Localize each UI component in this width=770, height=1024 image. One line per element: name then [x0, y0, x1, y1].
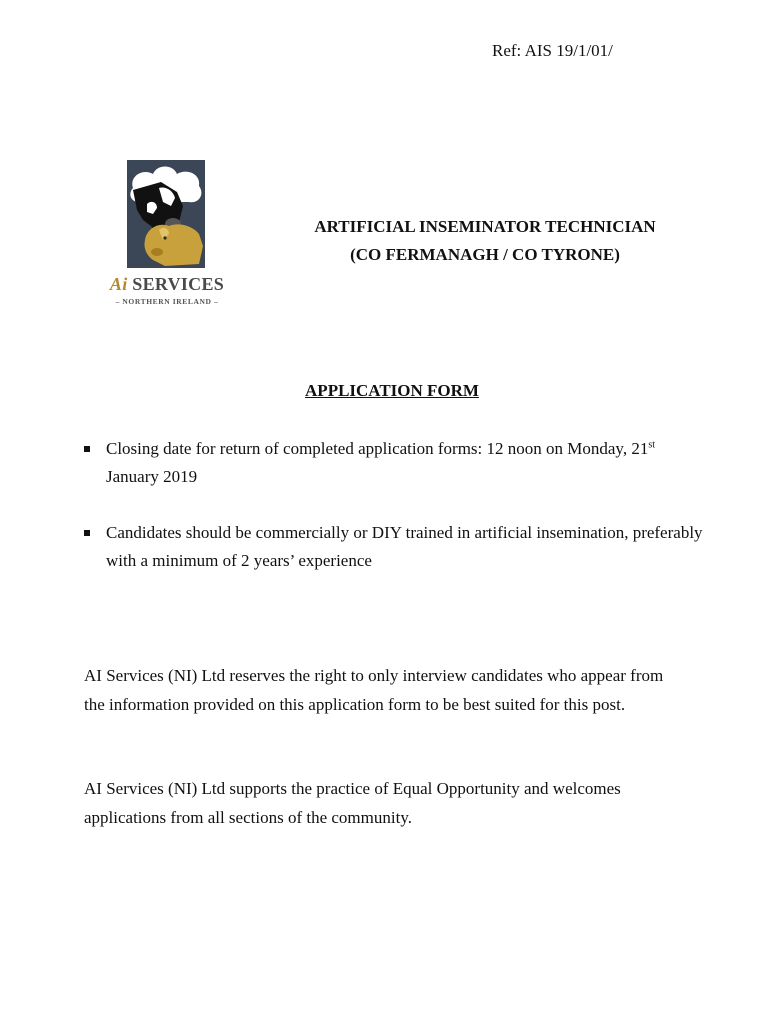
- list-item-training: [84, 519, 704, 575]
- interview-policy-paragraph: AI Services (NI) Ltd reserves the right to only interview candidates who appear from the information provided on this application form to be best suited for this post.: [84, 666, 664, 714]
- logo-wordmark-rest: SERVICES: [127, 274, 225, 294]
- training-requirement-text: Candidates should be commercially or DIY trained in artificial insemination, preferably with a minimum of 2 years’ experience: [106, 523, 703, 570]
- reference-number: Ref: AIS 19/1/01/: [492, 41, 613, 60]
- cattle-logo-icon: [103, 160, 231, 270]
- list-item-closing-date: [84, 435, 704, 491]
- logo-wordmark: [103, 274, 231, 295]
- equal-opportunity-paragraph: AI Services (NI) Ltd supports the practice of Equal Opportunity and welcomes applications from all sections of the community.: [84, 779, 621, 827]
- ordinal-suffix: st: [648, 439, 655, 451]
- requirements-list: [84, 435, 704, 603]
- form-heading: APPLICATION FORM: [305, 381, 479, 400]
- closing-date-text-end: January 2019: [106, 467, 198, 486]
- job-title-line-1: ARTIFICIAL INSEMINATOR TECHNICIAN: [314, 217, 656, 236]
- logo-subtitle: – NORTHERN IRELAND –: [115, 297, 219, 306]
- closing-date-text: Closing date for return of completed application forms: 12 noon on Monday, 21: [106, 439, 649, 458]
- job-title-line-2: (CO FERMANAGH / CO TYRONE): [350, 245, 620, 264]
- logo-wordmark-prefix: Ai: [109, 274, 128, 294]
- ai-services-logo: [103, 160, 231, 310]
- square-bullet-icon: [84, 530, 90, 536]
- square-bullet-icon: [84, 446, 90, 452]
- job-title: [250, 213, 720, 269]
